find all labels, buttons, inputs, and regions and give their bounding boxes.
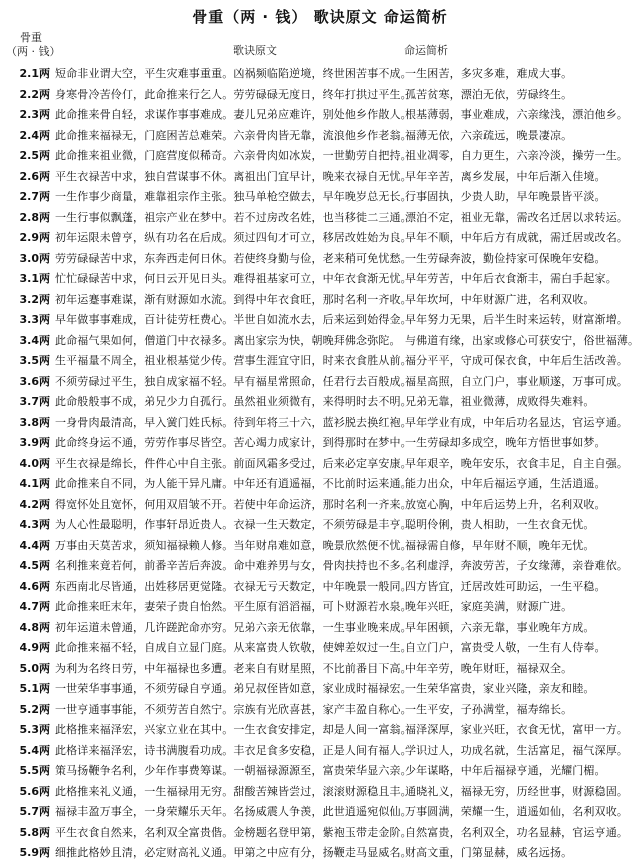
table-row xyxy=(0,555,640,576)
table-row xyxy=(0,678,640,699)
bone-weight-cell: 3.2两 xyxy=(19,292,50,306)
bone-weight-cell: 3.3两 xyxy=(19,313,50,327)
bone-weight-cell: 5.2两 xyxy=(19,702,50,716)
bone-weight-cell: 5.7两 xyxy=(19,805,50,819)
table-row xyxy=(0,166,640,187)
table-row xyxy=(0,330,640,351)
summary-cell: 早年学业有成，中年后功名显达，官运亨通。 xyxy=(405,415,628,429)
table-row xyxy=(0,781,640,802)
bone-weight-cell: 2.1两 xyxy=(19,67,50,81)
bone-weight-cell: 5.3两 xyxy=(19,723,50,737)
summary-cell: 学识过人，功成名就，生活富足，福气深厚。 xyxy=(405,743,628,757)
table-row xyxy=(0,145,640,166)
bone-weight-cell: 4.7两 xyxy=(19,600,50,614)
table-row xyxy=(0,822,640,843)
summary-cell: 财高文重，门第显赫，威名远扬。 xyxy=(405,846,573,860)
table-row xyxy=(0,617,640,638)
bone-weight-cell: 4.3两 xyxy=(19,518,50,532)
verse-cell: 平生衣禄是绵长，件件心中自主张。前面风霜多受过，后来必定享安康。 xyxy=(55,456,412,470)
summary-cell: 一生困苦，多灾多难，难成大事。 xyxy=(405,67,573,81)
verse-cell: 一身骨肉最清高，早入黉门姓氏标。待到年将三十六，蓝衫脱去换红袍。 xyxy=(55,415,412,429)
summary-cell: 名利虚浮，奔波劳苦，子女缘薄，亲眷难依。 xyxy=(405,559,628,573)
verse-cell: 此命推来福不轻，自成自立显门庭。从来富贵人钦敬，使婢差奴过一生。 xyxy=(55,641,412,655)
column-header-summary: 命运简析 xyxy=(404,44,448,57)
bone-weight-cell: 2.7两 xyxy=(19,190,50,204)
table-row xyxy=(0,760,640,781)
bone-weight-cell: 2.5两 xyxy=(19,149,50,163)
table-row xyxy=(0,84,640,105)
summary-cell: 早年坎坷，中年财源广进，名利双收。 xyxy=(405,292,595,306)
verse-cell: 初年运限未曾亨，纵有功名在后成。须过四旬才可立，移居改姓始为良。 xyxy=(55,231,412,245)
verse-cell: 一生行事似飘蓬，祖宗产业在梦中。若不过房改名姓，也当移徙二三通。 xyxy=(55,210,412,224)
verse-cell: 此格详来福泽宏，诗书满腹看功成。丰衣足食多安稳，正是人间有福人。 xyxy=(55,743,412,757)
table-row xyxy=(0,719,640,740)
table-row xyxy=(0,453,640,474)
bone-weight-cell: 2.6两 xyxy=(19,169,50,183)
table-row xyxy=(0,494,640,515)
summary-cell: 一生劳碌却多成空，晚年方悟世事如梦。 xyxy=(405,436,606,450)
bone-weight-cell: 5.4两 xyxy=(19,743,50,757)
table-row xyxy=(0,535,640,556)
bone-weight-cell: 5.8两 xyxy=(19,825,50,839)
summary-cell: 万事圆满，荣耀一生，逍遥如仙，名利双收。 xyxy=(405,805,628,819)
verse-cell: 此格推来礼义通，一生福禄用无穷。甜酸苦辣皆尝过，滚滚财源稳且丰。 xyxy=(55,784,412,798)
summary-cell: 早年辛苦，离乡发展，中年后渐入佳境。 xyxy=(405,169,606,183)
summary-cell: 早年努力无果，后半生时来运转，财富渐增。 xyxy=(405,313,628,327)
bone-weight-cell: 4.9两 xyxy=(19,641,50,655)
bone-weight-cell: 2.4两 xyxy=(19,128,50,142)
verse-cell: 此命推来骨自轻，求谋作事事难成。妻儿兄弟应难许，别处他乡作散人。 xyxy=(55,108,412,122)
summary-cell: 聪明伶俐，贵人相助，一生衣食无忧。 xyxy=(405,518,595,532)
table-row xyxy=(0,309,640,330)
summary-cell: 能力出众，中年后福运亨通，生活逍遥。 xyxy=(405,477,606,491)
table-row xyxy=(0,432,640,453)
bone-weight-cell: 3.0两 xyxy=(19,251,50,265)
verse-cell: 此命推来祖业微，门庭营度似稀奇。六亲骨肉如冰炭，一世勤劳自把持。 xyxy=(55,149,412,163)
table-row xyxy=(0,63,640,84)
bone-weight-cell: 2.2两 xyxy=(19,87,50,101)
table-row xyxy=(0,248,640,269)
summary-cell: 一生劳碌奔波，勤俭持家可保晚年安稳。 xyxy=(405,251,606,265)
verse-cell: 劳劳碌碌苦中求，东奔西走何日休。若使终身勤与俭，老来稍可免忧愁。 xyxy=(55,251,412,265)
summary-cell: 漂泊不定，祖业无靠，需改名迁居以求转运。 xyxy=(405,210,628,224)
summary-cell: 早年劳苦，中年后衣食渐丰，需白手起家。 xyxy=(405,272,617,286)
column-header-weight-line1: 骨重 xyxy=(20,31,42,44)
summary-cell: 少年谋略，中年后福禄亨通，光耀门楣。 xyxy=(405,764,606,778)
verse-cell: 此格推来福泽宏，兴家立业在其中。一生衣食安排定，却是人间一富翁。 xyxy=(55,723,412,737)
summary-cell: 孤苦贫寒，漂泊无依，劳碌终生。 xyxy=(405,87,573,101)
table-row xyxy=(0,391,640,412)
table-row xyxy=(0,227,640,248)
verse-cell: 东西南北尽皆通，出姓移居更觉隆。衣禄无亏天数定，中年晚景一般同。 xyxy=(55,579,412,593)
bone-weight-cell: 3.6两 xyxy=(19,374,50,388)
verse-cell: 名利推来竟若何，前番辛苦后奔波。命中难养男与女，骨肉扶持也不多。 xyxy=(55,559,412,573)
verse-cell: 此命福气果如何，僧道门中衣禄多。离出家宗为快，朝晚拜佛念弥陀。 xyxy=(55,333,401,347)
table-row xyxy=(0,699,640,720)
bone-weight-cell: 3.4两 xyxy=(19,333,50,347)
verse-cell: 为人心性最聪明，作事轩昂近贵人。衣禄一生天数定，不须劳碌是丰亨。 xyxy=(55,518,412,532)
verse-cell: 福禄丰盈万事全，一身荣耀乐天年。名扬威震人争羡，此世逍遥宛似仙。 xyxy=(55,805,412,819)
verse-cell: 策马扬鞭争名利，少年作事费筹谋。一朝福禄源源至，富贵荣华显六亲。 xyxy=(55,764,412,778)
bone-weight-cell: 2.8两 xyxy=(19,210,50,224)
verse-cell: 短命非业谓大空，平生灾难事重重。凶祸频临陷逆境，终世困苦事不成。 xyxy=(55,67,412,81)
table-row xyxy=(0,473,640,494)
summary-cell: 与佛道有缘，出家或修心可获安宁，俗世福薄。 xyxy=(405,333,640,347)
verse-cell: 此命终身运不通，劳劳作事尽皆空。苦心竭力成家计，到得那时在梦中。 xyxy=(55,436,412,450)
table-row xyxy=(0,658,640,679)
summary-cell: 自然富贵，名利双全，功名显赫，官运亨通。 xyxy=(405,825,628,839)
verse-cell: 早年做事事难成，百计徒劳枉费心。半世自如流水去，后来运到始得金。 xyxy=(55,313,412,327)
verse-cell: 忙忙碌碌苦中求，何日云开见日头。难得祖基家可立，中年衣食渐无忧。 xyxy=(55,272,412,286)
table-row xyxy=(0,268,640,289)
verse-cell: 细推此格妙且清，必定财高礼义通。甲第之中应有分，扬鞭走马显威名。 xyxy=(55,846,412,860)
column-header-weight xyxy=(6,31,61,59)
summary-cell: 通晓礼义，福禄无穷，历经世事，财源稳固。 xyxy=(405,784,628,798)
verse-cell: 得宽怀处且宽怀，何用双眉皱不开。若使中年命运济，那时名利一齐来。 xyxy=(55,497,412,511)
summary-cell: 福薄无依，六亲疏远，晚景凄凉。 xyxy=(405,128,573,142)
summary-cell: 中年辛劳，晚年财旺，福禄双全。 xyxy=(405,661,573,675)
bone-weight-cell: 3.5两 xyxy=(19,354,50,368)
verse-cell: 平生衣食自然来，名利双全富贵偕。金榜题名登甲第，紫袍玉带走金阶。 xyxy=(55,825,412,839)
verse-cell: 此命推来旺末年，妻荣子贵自怡然。平生原有滔滔福，可卜财源若水泉。 xyxy=(55,600,412,614)
bone-weight-cell: 3.1两 xyxy=(19,272,50,286)
verse-cell: 身寒骨冷苦伶仃，此命推来行乞人。劳劳碌碌无度日，终年打拱过平生。 xyxy=(55,87,412,101)
summary-cell: 福分平平，守成可保衣食，中年后生活改善。 xyxy=(405,354,628,368)
summary-cell: 行事固执，少贵人助，早年晚景皆平淡。 xyxy=(405,190,606,204)
verse-cell: 此命推来自不同，为人能干异凡庸。中年还有逍遥福，不比前时运来通。 xyxy=(55,477,412,491)
summary-cell: 兄弟无靠，祖业微薄，成败得失难料。 xyxy=(405,395,595,409)
table-row xyxy=(0,740,640,761)
verse-cell: 万事由天莫苦求，须知福禄赖人修。当年财帛难如意，晚景欣然便不忧。 xyxy=(55,538,412,552)
verse-cell: 一世荣华事事通，不须劳碌自亨通。弟兄叔侄皆如意，家业成时福禄宏。 xyxy=(55,682,412,696)
bone-weight-cell: 4.8两 xyxy=(19,620,50,634)
table-row xyxy=(0,842,640,863)
verse-cell: 初年运道未曾通，几许蹉跎命亦穷。兄弟六亲无依靠，一生事业晚来成。 xyxy=(55,620,412,634)
bone-weight-cell: 4.4两 xyxy=(19,538,50,552)
verse-cell: 生平福量不周全，祖业根基觉少传。营事生涯宜守旧，时来衣食胜从前。 xyxy=(55,354,412,368)
table-body xyxy=(0,63,640,863)
bone-weight-cell: 5.9两 xyxy=(19,846,50,860)
table-row xyxy=(0,289,640,310)
table-row xyxy=(0,576,640,597)
table-row xyxy=(0,412,640,433)
bone-weight-cell: 4.5两 xyxy=(19,559,50,573)
summary-cell: 早年艰辛，晚年安乐，衣食丰足，自主自强。 xyxy=(405,456,628,470)
verse-cell: 为利为名终日劳，中年福禄也多遭。老来自有财星照，不比前番目下高。 xyxy=(55,661,412,675)
verse-cell: 初年运蹇事难谋，渐有财源如水流。到得中年衣食旺，那时名利一齐收。 xyxy=(55,292,412,306)
summary-cell: 一生荣华富贵，家业兴隆，亲友和睦。 xyxy=(405,682,595,696)
verse-cell: 一生作事少商量，难靠祖宗作主张。独马单枪空做去，早年晚岁总无长。 xyxy=(55,190,412,204)
summary-cell: 福禄需自修，早年财不顺，晚年无忧。 xyxy=(405,538,595,552)
summary-cell: 根基薄弱，事业难成，六亲缘浅，漂泊他乡。 xyxy=(405,108,628,122)
bone-weight-cell: 4.0两 xyxy=(19,456,50,470)
summary-cell: 福星高照，自立门户，事业顺遂，万事可成。 xyxy=(405,374,628,388)
summary-cell: 祖业凋零，自力更生，六亲冷淡，操劳一生。 xyxy=(405,149,628,163)
bone-weight-cell: 5.1两 xyxy=(19,682,50,696)
page-title: 骨重（两 · 钱） 歌诀原文 命运简析 xyxy=(192,8,448,26)
table-row xyxy=(0,596,640,617)
summary-cell: 四方皆宜，迁居改姓可助运，一生平稳。 xyxy=(405,579,606,593)
bone-weight-cell: 4.2两 xyxy=(19,497,50,511)
bone-weight-cell: 5.6两 xyxy=(19,784,50,798)
bone-weight-cell: 5.5两 xyxy=(19,764,50,778)
table-row xyxy=(0,186,640,207)
column-header-verse: 歌诀原文 xyxy=(233,44,277,57)
table-row xyxy=(0,125,640,146)
table-row xyxy=(0,350,640,371)
table-row xyxy=(0,207,640,228)
table-row xyxy=(0,104,640,125)
table-row xyxy=(0,801,640,822)
verse-cell: 此命推来福禄无，门庭困苦总难荣。六亲骨肉皆无靠，流浪他乡作老翁。 xyxy=(55,128,412,142)
verse-cell: 此命般般事不成，弟兄少力自孤行。虽然祖业须微有，来得明时去不明。 xyxy=(55,395,412,409)
verse-cell: 一世亨通事事能，不须劳苦自然宁。宗族有光欣喜甚，家产丰盈自称心。 xyxy=(55,702,412,716)
bone-weight-cell: 2.9两 xyxy=(19,231,50,245)
verse-cell: 平生衣禄苦中求，独自营谋事不休。离祖出门宜早计，晚来衣禄自无忧。 xyxy=(55,169,412,183)
table-row xyxy=(0,514,640,535)
summary-cell: 福泽深厚，家业兴旺，衣食无忧，富甲一方。 xyxy=(405,723,628,737)
bone-weight-cell: 4.1两 xyxy=(19,477,50,491)
bone-weight-cell: 3.8两 xyxy=(19,415,50,429)
summary-cell: 放宽心胸，中年后运势上升，名利双收。 xyxy=(405,497,606,511)
bone-weight-cell: 4.6两 xyxy=(19,579,50,593)
summary-cell: 一生平安，子孙满堂，福寿绵长。 xyxy=(405,702,573,716)
table-row xyxy=(0,637,640,658)
summary-cell: 自立门户，富贵受人敬，一生有人侍奉。 xyxy=(405,641,606,655)
summary-cell: 晚年兴旺，家庭美满，财源广进。 xyxy=(405,600,573,614)
column-header-weight-line2: （两 · 钱） xyxy=(6,45,61,58)
bone-weight-cell: 3.9两 xyxy=(19,436,50,450)
verse-cell: 不须劳碌过平生，独自成家福不轻。早有福星常照命，任君行去百般成。 xyxy=(55,374,412,388)
bone-weight-cell: 3.7两 xyxy=(19,395,50,409)
bone-weight-cell: 2.3两 xyxy=(19,108,50,122)
bone-weight-cell: 5.0两 xyxy=(19,661,50,675)
summary-cell: 早年不顺，中年后方有成就，需迁居或改名。 xyxy=(405,231,628,245)
table-row xyxy=(0,371,640,392)
summary-cell: 早年困顿，六亲无靠，事业晚年方成。 xyxy=(405,620,595,634)
